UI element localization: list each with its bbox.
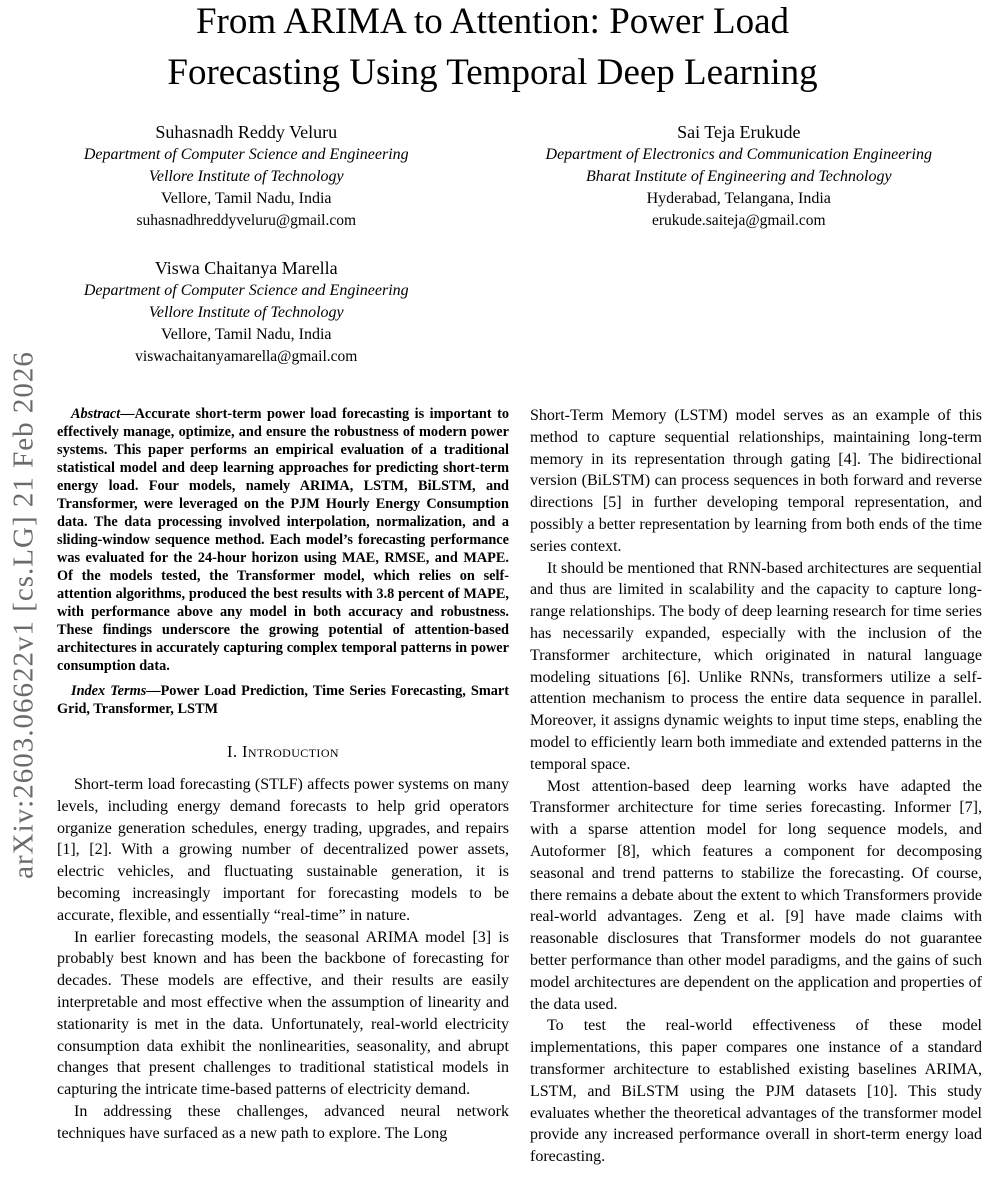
paragraph-intro-6: To test the real-world effectiveness of these model implementations, this paper compares one instance of a standard transformer architecture to established existing baselines ARIMA, LSTM, and BiLSTM using the PJM datasets [10]. This study evaluates whether the theoretical advantages of the transformer model provide any increased performance overall in short-term energy load forecasting. — [530, 1017, 982, 1166]
paragraph-intro-3: In addressing these challenges, advanced neural network techniques have surfaced as a new path to explore. The Long — [57, 1102, 509, 1142]
abstract-text: —Accurate short-term power load forecasting is important to effectively manage, optimize, and ensure the robustness of modern power systems. This paper performs an empirical evaluation of a traditional statistical model and deep learning approaches for predicting short-term energy load. Four models, namely ARIMA, LSTM, BiLSTM, and Transformer, were leveraged on the PJM Hourly Energy Consumption data. The data processing involved interpolation, normalization, and a sliding-window sequence method. Each model’s forecasting performance was evaluated for the 24-hour horizon using MAE, RMSE, and MAPE. Of the models tested, the Transformer model, which relies on self-attention algorithms, produced the best results with 3.8 percent of MAPE, with performance above any model in both accuracy and robustness. These findings underscore the growing potential of attention-based architectures in accurately capturing complex temporal patterns in power consumption data. — [57, 406, 509, 674]
column-left — [57, 405, 509, 1168]
paper-title-line2: Forecasting Using Temporal Deep Learning — [167, 52, 818, 93]
author-block-2 — [493, 120, 985, 232]
paper-title — [0, 0, 985, 98]
author-name: Sai Teja Erukude — [677, 122, 801, 142]
author-location: Hyderabad, Telangana, India — [646, 190, 831, 207]
author-department: Department of Electronics and Communication Engineering — [545, 146, 932, 163]
index-terms — [57, 682, 509, 718]
author-block-1 — [0, 120, 493, 232]
abstract-label: Abstract — [71, 406, 121, 422]
body-columns — [57, 405, 985, 1168]
author-email: suhasnadhreddyveluru@gmail.com — [136, 212, 357, 229]
author-name: Suhasnadh Reddy Veluru — [155, 122, 338, 142]
authors-row-2 — [0, 256, 985, 368]
column-right — [530, 405, 982, 1168]
author-department: Department of Computer Science and Engineering — [83, 146, 409, 163]
author-location: Vellore, Tamil Nadu, India — [160, 326, 332, 343]
section-heading-introduction: I. Introduction — [227, 742, 339, 761]
paragraph-intro-2: In earlier forecasting models, the seasonal ARIMA model [3] is probably best known and has been the backbone of forecasting for decades. These models are effective, and their results are easily interpretable and most effective when the assumption of linearity and stationarity is met in the data. Unfortunately, real-world electricity consumption data exhibit the nonlinearities, seasonality, and abrupt changes that present challenges to traditional statistical models in capturing the intricate time-based patterns of electricity demand. — [57, 928, 509, 1099]
arxiv-watermark: arXiv:2603.06622v1 [cs.LG] 21 Feb 2026 — [7, 351, 40, 879]
author-institution: Bharat Institute of Engineering and Technology — [585, 168, 892, 185]
index-terms-text: —Power Load Prediction, Time Series Forecasting, Smart Grid, Transformer, LSTM — [57, 683, 509, 717]
author-institution: Vellore Institute of Technology — [148, 168, 344, 185]
author-location: Vellore, Tamil Nadu, India — [160, 190, 332, 207]
authors-row-1 — [0, 120, 985, 232]
author-email: viswachaitanyamarella@gmail.com — [135, 348, 358, 365]
index-terms-label: Index Terms — [71, 683, 147, 699]
author-name: Viswa Chaitanya Marella — [154, 258, 338, 278]
author-email: erukude.saiteja@gmail.com — [651, 212, 826, 229]
author-department: Department of Computer Science and Engineering — [83, 282, 409, 299]
author-institution: Vellore Institute of Technology — [148, 304, 344, 321]
author-block-3 — [0, 256, 493, 368]
paragraph-intro-5: Most attention-based deep learning works have adapted the Transformer architecture for time series forecasting. Informer [7], with a sparse attention model for long sequence models, and Autoformer [8], which features a component for decomposing seasonal and trend patterns to stabilize the forecasting. Of course, there remains a debate about the extent to which Transformers provide real-world advantages. Zeng et al. [9] have made claims with reasonable disclosures that Transformer models do not guarantee better performance than other model paradigms, and the gains of such model architectures are dependent on the application and properties of the data used. — [530, 777, 982, 1013]
paragraph-intro-4: It should be mentioned that RNN-based architectures are sequential and thus are limited in scalability and the capacity to capture long-range relationships. The body of deep learning research for time series has necessarily expanded, especially with the inclusion of the Transformer architecture, which originated in natural language modeling situations [6]. Unlike RNNs, transformers utilize a self-attention mechanism to process the entire data sequence in parallel. Moreover, it assigns dynamic weights to input time steps, enabling the model to efficiently learn both immediate and extended patterns in the temporal space. — [530, 559, 982, 773]
paragraph-intro-1: Short-term load forecasting (STLF) affects power systems on many levels, including energy demand forecasts to help grid operators organize generation schedules, energy trading, upgrades, and repairs [1], [2]. With a growing number of decentralized power assets, electric vehicles, and fluctuating sustainable generation, it is becoming increasingly important for forecasting models to be accurate, flexible, and essentially “real-time” in nature. — [57, 776, 509, 924]
abstract — [57, 405, 509, 675]
paper-title-line1: From ARIMA to Attention: Power Load — [195, 1, 790, 42]
paragraph-intro-3-continued: Short-Term Memory (LSTM) model serves as an example of this method to capture sequential relationships, maintaining long-term memory in its representation through gating [4]. The bidirectional version (BiLSTM) can process sequences in both forward and reverse directions [5] in further developing temporal representation, and possibly a better representation by learning from both ends of the time series context. — [530, 407, 982, 555]
